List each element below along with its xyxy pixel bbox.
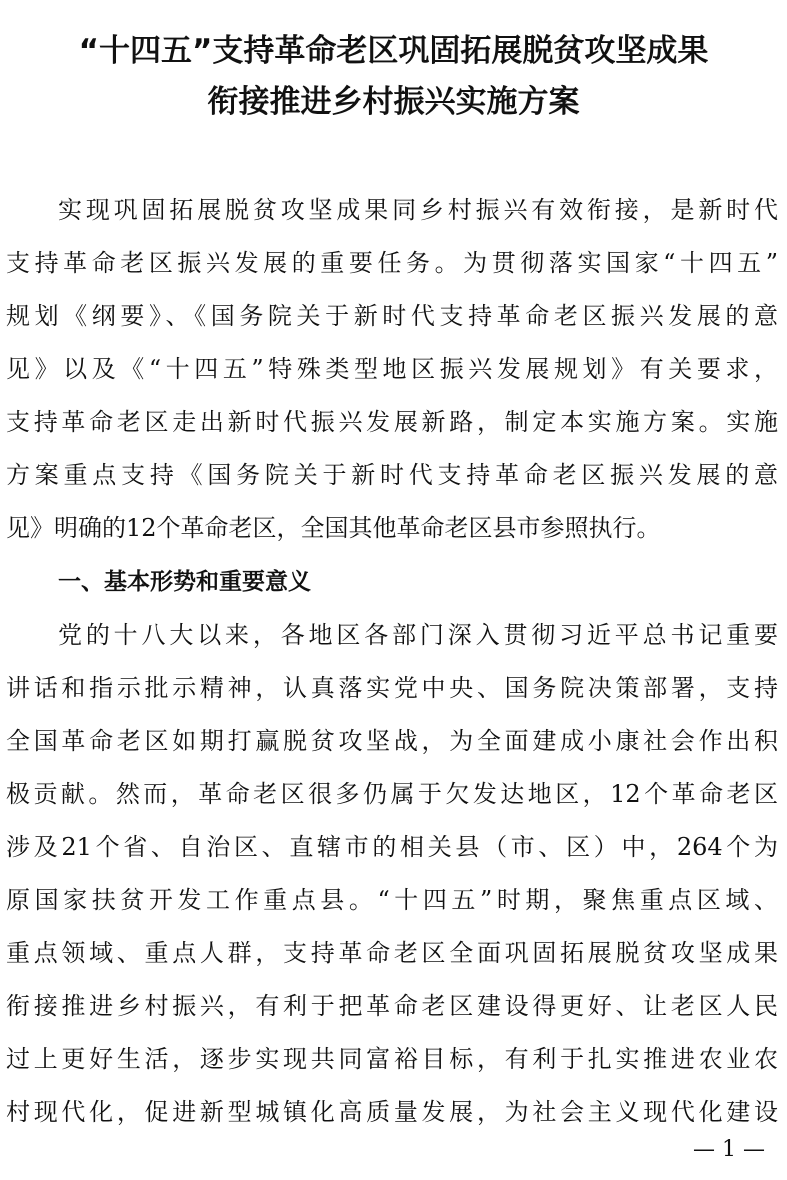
section-paragraph-line: 党的十八大以来，各地区各部门深入贯彻习近平总书记重要 <box>58 621 778 649</box>
section-paragraph-line: 讲话和指示批示精神，认真落实党中央、国务院决策部署，支持 <box>6 674 778 702</box>
section-paragraph-line: 极贡献。然而，革命老区很多仍属于欠发达地区，12个革命老区 <box>6 780 778 808</box>
intro-paragraph-line: 实现巩固拓展脱贫攻坚成果同乡村振兴有效衔接，是新时代 <box>58 196 778 224</box>
document-title-line-1: “十四五”支持革命老区巩固拓展脱贫攻坚成果 <box>78 33 709 69</box>
intro-paragraph-line: 方案重点支持《国务院关于新时代支持革命老区振兴发展的意 <box>6 461 778 489</box>
intro-paragraph-line: 支持革命老区振兴发展的重要任务。为贯彻落实国家“十四五” <box>6 249 778 277</box>
section-heading: 一、基本形势和重要意义 <box>58 569 311 595</box>
section-paragraph-line: 全国革命老区如期打赢脱贫攻坚战，为全面建成小康社会作出积 <box>6 727 778 755</box>
section-paragraph-line: 过上更好生活，逐步实现共同富裕目标，有利于扎实推进农业农 <box>6 1045 778 1073</box>
page-number: — 1 — <box>693 1137 765 1162</box>
section-paragraph-line: 重点领域、重点人群，支持革命老区全面巩固拓展脱贫攻坚成果 <box>6 939 778 967</box>
intro-paragraph-line: 见》以及《“十四五”特殊类型地区振兴发展规划》有关要求， <box>6 355 778 383</box>
intro-paragraph-line: 支持革命老区走出新时代振兴发展新路，制定本实施方案。实施 <box>6 408 778 436</box>
intro-paragraph-line: 见》明确的12个革命老区，全国其他革命老区县市参照执行。 <box>6 514 661 542</box>
section-paragraph-line: 衔接推进乡村振兴，有利于把革命老区建设得更好、让老区人民 <box>6 992 778 1020</box>
section-paragraph-line: 涉及21个省、自治区、直辖市的相关县（市、区）中，264个为 <box>6 833 778 861</box>
section-paragraph-line: 原国家扶贫开发工作重点县。“十四五”时期，聚焦重点区域、 <box>6 886 778 914</box>
section-paragraph-line: 村现代化，促进新型城镇化高质量发展，为社会主义现代化建设 <box>6 1098 778 1126</box>
document-title-line-2: 衔接推进乡村振兴实施方案 <box>207 84 580 120</box>
intro-paragraph-line: 规划《纲要》、《国务院关于新时代支持革命老区振兴发展的意 <box>6 302 778 330</box>
